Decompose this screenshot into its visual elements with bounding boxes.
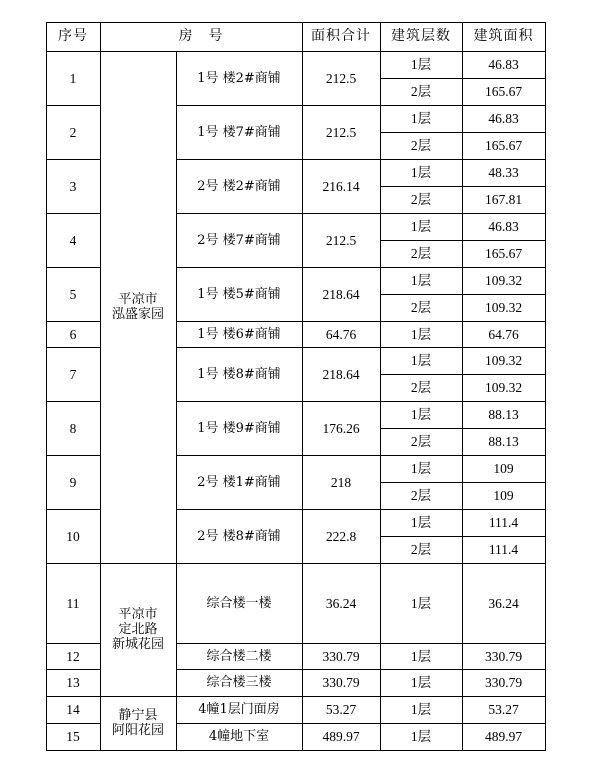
table-rule (176, 509, 546, 510)
table-rule (46, 22, 546, 23)
row-number: 1 (69, 70, 77, 86)
unit-name: 2号 楼1#商铺 (197, 474, 281, 490)
floor-area: 165.67 (484, 138, 523, 153)
table-rule (46, 643, 101, 644)
row-number: 4 (69, 232, 77, 248)
floor-level: 2层 (410, 542, 432, 557)
floor-area: 489.97 (484, 729, 523, 744)
table-rule (176, 455, 546, 456)
row-number: 15 (66, 729, 80, 744)
floor-area: 88.13 (488, 434, 519, 449)
row-number: 5 (69, 286, 77, 302)
total-area: 176.26 (322, 420, 360, 436)
floor-level: 1层 (410, 729, 432, 744)
table-rule (46, 105, 101, 106)
floor-level: 2层 (410, 84, 432, 99)
table-rule (46, 750, 546, 751)
floor-area: 53.27 (488, 702, 519, 717)
unit-name: 4幢地下室 (208, 729, 270, 744)
floor-area: 109 (493, 461, 514, 476)
floor-area: 109.32 (484, 353, 523, 368)
table-rule (380, 536, 546, 537)
table-rule (176, 159, 546, 160)
header-no: 序号 (58, 28, 88, 44)
table-rule (46, 696, 546, 697)
row-number: 8 (69, 420, 77, 436)
floor-level: 1层 (410, 515, 432, 530)
unit-name: 1号 楼9#商铺 (197, 420, 281, 436)
table-rule (176, 105, 546, 106)
table-rule (176, 321, 546, 322)
table-rule (100, 22, 101, 751)
location-cell: 平凉市 定北路 新城花园 (111, 607, 164, 652)
table-rule (46, 723, 101, 724)
table-rule (46, 51, 546, 52)
floor-area: 165.67 (484, 246, 523, 261)
floor-level: 1层 (410, 675, 432, 690)
unit-name: 综合楼三楼 (206, 675, 272, 690)
table-rule (302, 22, 303, 751)
row-number: 13 (66, 675, 80, 690)
floor-area: 109.32 (484, 273, 523, 288)
floor-area: 46.83 (488, 57, 519, 72)
header-floors: 建筑层数 (391, 28, 451, 44)
total-area: 216.14 (322, 178, 360, 194)
unit-name: 综合楼二楼 (206, 648, 272, 664)
table-rule (176, 401, 546, 402)
row-number: 7 (69, 366, 77, 382)
floor-level: 1层 (410, 165, 432, 180)
floor-area: 46.83 (488, 111, 519, 126)
total-area: 212.5 (325, 124, 357, 140)
floor-area: 111.4 (488, 515, 519, 530)
table-rule (176, 347, 546, 348)
row-number: 14 (66, 702, 80, 717)
location-cell: 静宁县 阿阳花园 (111, 708, 164, 738)
row-number: 10 (66, 528, 80, 544)
table-rule (176, 267, 546, 268)
table-rule (46, 509, 101, 510)
total-area: 53.27 (325, 702, 357, 717)
floor-area: 109.32 (484, 300, 523, 315)
total-area: 212.5 (325, 70, 357, 86)
table-rule (380, 428, 546, 429)
total-area: 218.64 (322, 286, 360, 302)
unit-name: 4幢1层门面房 (198, 702, 280, 717)
table-rule (380, 186, 546, 187)
table-rule (176, 669, 546, 670)
floor-level: 1层 (410, 57, 432, 72)
table-rule (380, 294, 546, 295)
table-rule (46, 213, 101, 214)
table-rule (380, 240, 546, 241)
table-rule (46, 321, 101, 322)
floor-level: 1层 (410, 111, 432, 126)
table-rule (46, 347, 101, 348)
floor-area: 48.33 (488, 165, 519, 180)
row-number: 2 (69, 124, 77, 140)
table-rule (46, 455, 101, 456)
floor-area: 165.67 (484, 84, 523, 99)
floor-level: 2层 (410, 300, 432, 315)
total-area: 218.64 (322, 366, 360, 382)
header-floor-area: 建筑面积 (473, 28, 534, 44)
total-area: 330.79 (322, 675, 360, 690)
unit-name: 2号 楼8#商铺 (197, 528, 281, 544)
table-rule (46, 22, 47, 751)
table-rule (46, 669, 101, 670)
floor-level: 2层 (410, 488, 432, 503)
unit-name: 2号 楼7#商铺 (197, 232, 281, 248)
unit-name: 1号 楼8#商铺 (197, 366, 281, 382)
floor-area: 111.4 (488, 542, 519, 557)
floor-area: 167.81 (484, 192, 523, 207)
table-rule (46, 159, 101, 160)
total-area: 222.8 (325, 528, 357, 544)
total-area: 212.5 (325, 232, 357, 248)
header-unit: 房 号 (178, 28, 224, 44)
row-number: 12 (66, 648, 80, 664)
floor-level: 1层 (410, 353, 432, 368)
floor-area: 36.24 (488, 595, 519, 611)
floor-level: 1层 (410, 219, 432, 234)
floor-level: 1层 (410, 595, 432, 611)
table-rule (380, 78, 546, 79)
table-rule (46, 563, 546, 564)
total-area: 489.97 (322, 729, 360, 744)
row-number: 3 (69, 178, 77, 194)
unit-name: 1号 楼5#商铺 (197, 286, 281, 302)
total-area: 218 (330, 474, 352, 490)
floor-area: 64.76 (488, 326, 519, 342)
table-rule (176, 723, 546, 724)
floor-level: 2层 (410, 246, 432, 261)
floor-area: 330.79 (484, 675, 523, 690)
floor-area: 46.83 (488, 219, 519, 234)
row-number: 6 (69, 326, 77, 342)
unit-name: 1号 楼7#商铺 (197, 124, 281, 140)
row-number: 9 (69, 474, 77, 490)
floor-level: 1层 (410, 702, 432, 717)
floor-level: 2层 (410, 380, 432, 395)
location-cell: 平凉市 泓盛家园 (111, 292, 164, 322)
header-total-area: 面积合计 (311, 28, 371, 44)
floor-level: 1层 (410, 461, 432, 476)
total-area: 36.24 (325, 595, 357, 611)
total-area: 64.76 (325, 326, 357, 342)
floor-level: 2层 (410, 192, 432, 207)
unit-name: 1号 楼6#商铺 (197, 326, 281, 342)
floor-level: 2层 (410, 434, 432, 449)
floor-level: 1层 (410, 326, 432, 342)
floor-level: 1层 (410, 407, 432, 422)
table-rule (380, 482, 546, 483)
floor-level: 1层 (410, 648, 432, 664)
table-rule (176, 643, 546, 644)
floor-area: 88.13 (488, 407, 519, 422)
floor-area: 109.32 (484, 380, 523, 395)
table-rule (380, 132, 546, 133)
unit-name: 综合楼一楼 (206, 595, 272, 611)
floor-area: 330.79 (484, 648, 523, 664)
table-rule (176, 213, 546, 214)
table-rule (380, 374, 546, 375)
floor-level: 1层 (410, 273, 432, 288)
table-rule (46, 267, 101, 268)
unit-name: 1号 楼2#商铺 (197, 70, 281, 86)
total-area: 330.79 (322, 648, 360, 664)
table-rule (46, 401, 101, 402)
unit-name: 2号 楼2#商铺 (197, 178, 281, 194)
row-number: 11 (66, 595, 80, 611)
floor-area: 109 (493, 488, 514, 503)
floor-level: 2层 (410, 138, 432, 153)
